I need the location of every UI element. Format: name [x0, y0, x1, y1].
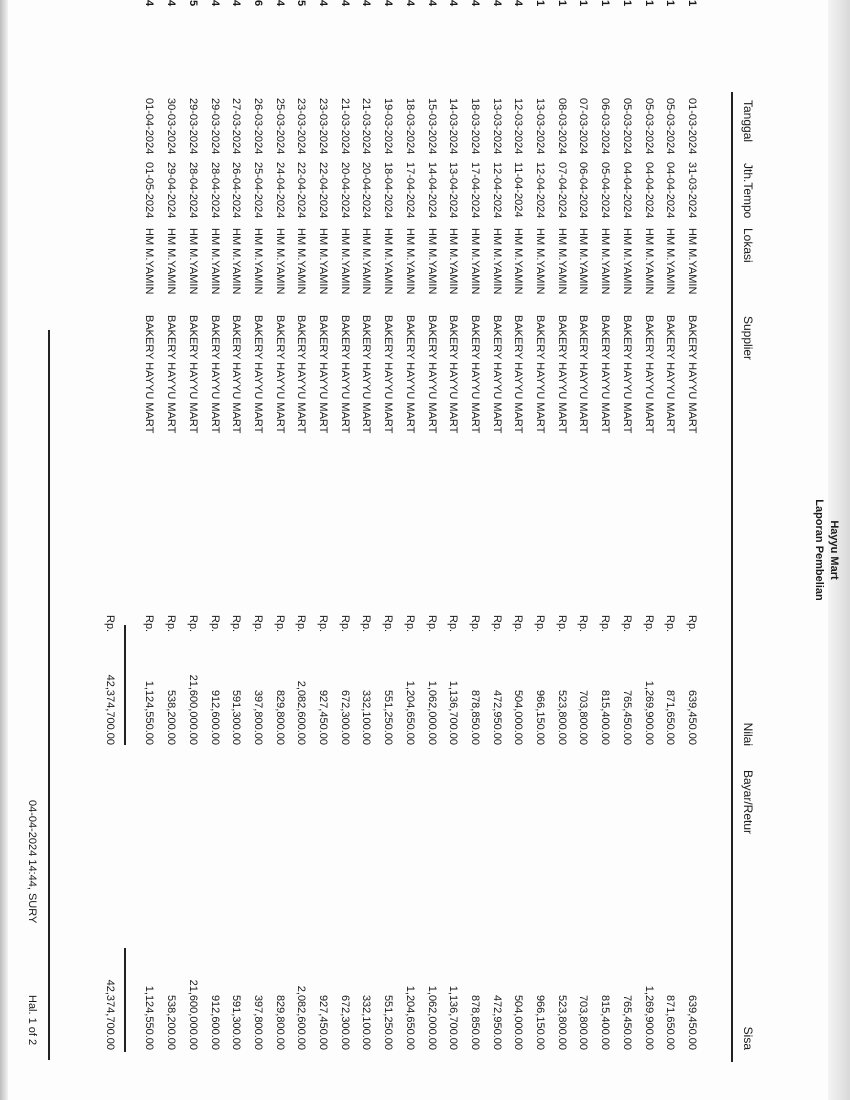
- row-jth-tempo: 18-04-2024: [382, 162, 395, 219]
- row-nilai: 1,269,900.00: [642, 680, 655, 745]
- row-sisa: 912,600.00: [208, 994, 221, 1050]
- row-currency: Rp.: [534, 615, 547, 633]
- row-lokasi: HM M.YAMIN: [273, 228, 286, 295]
- row-lokasi: HM M.YAMIN: [208, 228, 221, 295]
- row-sisa: 878,850.00: [469, 994, 481, 1050]
- row-supplier: BAKERY HAYYU MART: [534, 315, 547, 434]
- row-currency: Rp.: [642, 615, 655, 633]
- row-supplier: BAKERY HAYYU MART: [447, 315, 460, 434]
- row-supplier: BAKERY HAYYU MART: [208, 315, 221, 434]
- row-sisa: 1,269,900.00: [642, 985, 655, 1050]
- row-lokasi: HM M.YAMIN: [555, 228, 568, 295]
- row-currency: Rp.: [317, 615, 330, 633]
- row-tanggal: 23-03-2024: [317, 98, 330, 155]
- row-currency: Rp.: [338, 615, 351, 633]
- row-supplier: BAKERY HAYYU MART: [403, 315, 416, 434]
- row-lokasi: HM M.YAMIN: [295, 228, 308, 295]
- row-lokasi: HM M.YAMIN: [686, 228, 698, 295]
- row-lokasi: HM M.YAMIN: [469, 228, 481, 295]
- row-supplier: BAKERY HAYYU MART: [273, 315, 286, 434]
- header-tanggal: Tanggal: [741, 100, 755, 143]
- row-jth-tempo: 14-04-2024: [425, 162, 438, 219]
- row-sisa: 551,250.00: [382, 994, 395, 1050]
- row-tanggal: 18-03-2024: [403, 98, 416, 155]
- row-lead-digit: 4: [360, 0, 373, 7]
- row-lokasi: HM M.YAMIN: [642, 228, 655, 295]
- row-tanggal: 06-03-2024: [599, 98, 612, 155]
- row-nilai: 538,200.00: [165, 689, 178, 745]
- row-nilai: 871,650.00: [664, 689, 677, 745]
- row-sisa: 829,800.00: [273, 994, 286, 1050]
- print-timestamp: 04-04-2024 14:44, SURY: [26, 800, 38, 924]
- row-lokasi: HM M.YAMIN: [230, 228, 243, 295]
- row-jth-tempo: 06-04-2024: [577, 162, 590, 219]
- footer-rule: [48, 330, 50, 1060]
- row-jth-tempo: 28-04-2024: [208, 162, 221, 219]
- row-jth-tempo: 12-04-2024: [534, 162, 547, 219]
- row-lokasi: HM M.YAMIN: [664, 228, 677, 295]
- row-lead-digit: 1: [642, 0, 655, 7]
- row-currency: Rp.: [208, 615, 221, 633]
- header-rule: [731, 92, 733, 1062]
- row-lokasi: HM M.YAMIN: [360, 228, 373, 295]
- row-supplier: BAKERY HAYYU MART: [382, 315, 395, 434]
- row-currency: Rp.: [447, 615, 460, 633]
- row-jth-tempo: 29-04-2024: [165, 162, 178, 219]
- table-row: [481, 0, 503, 1100]
- row-nilai: 878,850.00: [469, 689, 481, 745]
- row-sisa: 1,204,650.00: [403, 985, 416, 1050]
- row-lead-digit: 4: [208, 0, 221, 7]
- row-lokasi: HM M.YAMIN: [165, 228, 178, 295]
- row-currency: Rp.: [686, 615, 698, 633]
- row-currency: Rp.: [252, 615, 264, 633]
- row-lead-digit: 4: [230, 0, 243, 7]
- header-supplier: Supplier: [741, 316, 755, 361]
- row-sisa: 871,650.00: [664, 994, 677, 1050]
- row-nilai: 523,800.00: [555, 689, 568, 745]
- row-sisa: 927,450.00: [317, 994, 330, 1050]
- row-lokasi: HM M.YAMIN: [186, 228, 199, 295]
- row-sisa: 2,082,600.00: [295, 985, 308, 1050]
- row-nilai: 1,124,550.00: [143, 680, 156, 745]
- row-jth-tempo: 01-05-2024: [143, 162, 156, 219]
- row-tanggal: 07-03-2024: [577, 98, 590, 155]
- row-currency: Rp.: [425, 615, 438, 633]
- row-supplier: BAKERY HAYYU MART: [490, 315, 503, 434]
- row-nilai: 829,800.00: [273, 689, 286, 745]
- row-lokasi: HM M.YAMIN: [382, 228, 395, 295]
- row-tanggal: 08-03-2024: [555, 98, 568, 155]
- row-sisa: 504,000.00: [512, 994, 525, 1050]
- row-nilai: 591,300.00: [230, 689, 243, 745]
- table-row: [264, 0, 286, 1100]
- row-sisa: 21,600,000.00: [186, 979, 199, 1050]
- table-row: [394, 0, 416, 1100]
- row-tanggal: 15-03-2024: [425, 98, 438, 155]
- row-lead-digit: 1: [664, 0, 677, 7]
- row-lead-digit: 4: [273, 0, 286, 7]
- row-currency: Rp.: [403, 615, 416, 633]
- row-lead-digit: 4: [490, 0, 503, 7]
- row-supplier: BAKERY HAYYU MART: [620, 315, 633, 434]
- report-title: Laporan Pembelian: [813, 499, 825, 601]
- row-jth-tempo: 17-04-2024: [403, 162, 416, 219]
- row-currency: Rp.: [295, 615, 308, 633]
- row-tanggal: 14-03-2024: [447, 98, 460, 155]
- row-jth-tempo: 13-04-2024: [447, 162, 460, 219]
- row-sisa: 1,136,700.00: [447, 985, 460, 1050]
- row-sisa: 472,950.00: [490, 994, 503, 1050]
- row-currency: Rp.: [273, 615, 286, 633]
- row-nilai: 504,000.00: [512, 689, 525, 745]
- row-lokasi: HM M.YAMIN: [577, 228, 590, 295]
- row-lokasi: HM M.YAMIN: [490, 228, 503, 295]
- row-supplier: BAKERY HAYYU MART: [252, 315, 264, 434]
- row-currency: Rp.: [469, 615, 481, 633]
- row-sisa: 672,300.00: [338, 994, 351, 1050]
- row-nilai: 332,100.00: [360, 689, 373, 745]
- row-tanggal: 23-03-2024: [295, 98, 308, 155]
- row-tanggal: 18-03-2024: [469, 98, 481, 155]
- row-tanggal: 01-04-2024: [143, 98, 156, 155]
- row-lead-digit: 1: [620, 0, 633, 7]
- row-tanggal: 29-03-2024: [208, 98, 221, 155]
- row-lead-digit: 4: [512, 0, 525, 7]
- row-lead-digit: 4: [338, 0, 351, 7]
- table-row: [221, 0, 243, 1100]
- row-sisa: 523,800.00: [555, 994, 568, 1050]
- row-lead-digit: 1: [577, 0, 590, 7]
- row-tanggal: 13-03-2024: [534, 98, 547, 155]
- table-row: [676, 0, 698, 1100]
- row-lokasi: HM M.YAMIN: [252, 228, 264, 295]
- row-tanggal: 01-03-2024: [686, 98, 698, 155]
- row-currency: Rp.: [620, 615, 633, 633]
- row-tanggal: 21-03-2024: [338, 98, 351, 155]
- row-lead-digit: 5: [295, 0, 308, 7]
- table-row: [373, 0, 395, 1100]
- row-lead-digit: 4: [403, 0, 416, 7]
- row-nilai: 2,082,600.00: [295, 680, 308, 745]
- table-row: [655, 0, 677, 1100]
- row-jth-tempo: 04-04-2024: [620, 162, 633, 219]
- row-nilai: 1,062,000.00: [425, 680, 438, 745]
- row-tanggal: 26-03-2024: [252, 98, 264, 155]
- row-lead-digit: 4: [469, 0, 481, 7]
- table-row: [177, 0, 199, 1100]
- table-row: [590, 0, 612, 1100]
- row-currency: Rp.: [555, 615, 568, 633]
- row-currency: Rp.: [490, 615, 503, 633]
- row-jth-tempo: 07-04-2024: [555, 162, 568, 219]
- row-tanggal: 29-03-2024: [186, 98, 199, 155]
- row-currency: Rp.: [230, 615, 243, 633]
- row-nilai: 927,450.00: [317, 689, 330, 745]
- row-lead-digit: 4: [317, 0, 330, 7]
- row-currency: Rp.: [165, 615, 178, 633]
- row-lokasi: HM M.YAMIN: [447, 228, 460, 295]
- row-lokasi: HM M.YAMIN: [403, 228, 416, 295]
- store-name: Hayyu Mart: [828, 520, 840, 580]
- row-lead-digit: 4: [447, 0, 460, 7]
- row-nilai: 639,450.00: [686, 689, 698, 745]
- row-jth-tempo: 22-04-2024: [295, 162, 308, 219]
- row-lokasi: HM M.YAMIN: [338, 228, 351, 295]
- page-number: Hal. 1 of 2: [26, 995, 38, 1046]
- row-jth-tempo: 20-04-2024: [360, 162, 373, 219]
- total-nilai: 42,374,700.00: [104, 674, 116, 745]
- row-lokasi: HM M.YAMIN: [620, 228, 633, 295]
- row-supplier: BAKERY HAYYU MART: [165, 315, 178, 434]
- total-sisa: 42,374,700.00: [104, 979, 116, 1050]
- row-sisa: 332,100.00: [360, 994, 373, 1050]
- row-supplier: BAKERY HAYYU MART: [469, 315, 481, 434]
- row-lead-digit: 1: [599, 0, 612, 7]
- header-nilai: Nilai: [741, 722, 755, 746]
- row-sisa: 765,450.00: [620, 994, 633, 1050]
- row-sisa: 966,150.00: [534, 994, 547, 1050]
- row-tanggal: 05-03-2024: [664, 98, 677, 155]
- row-nilai: 815,400.00: [599, 689, 612, 745]
- row-supplier: BAKERY HAYYU MART: [577, 315, 590, 434]
- table-row: [199, 0, 221, 1100]
- row-jth-tempo: 04-04-2024: [664, 162, 677, 219]
- row-nilai: 1,136,700.00: [447, 680, 460, 745]
- row-supplier: BAKERY HAYYU MART: [295, 315, 308, 434]
- row-tanggal: 30-03-2024: [165, 98, 178, 155]
- row-jth-tempo: 26-04-2024: [230, 162, 243, 219]
- row-currency: Rp.: [599, 615, 612, 633]
- table-row: [242, 0, 264, 1100]
- row-lokasi: HM M.YAMIN: [425, 228, 438, 295]
- row-supplier: BAKERY HAYYU MART: [425, 315, 438, 434]
- row-supplier: BAKERY HAYYU MART: [664, 315, 677, 434]
- row-currency: Rp.: [512, 615, 525, 633]
- total-rule-sisa: [124, 948, 126, 1052]
- row-tanggal: 19-03-2024: [382, 98, 395, 155]
- total-currency: Rp.: [104, 615, 116, 633]
- row-lead-digit: 6: [252, 0, 264, 7]
- row-currency: Rp.: [382, 615, 395, 633]
- row-sisa: 639,450.00: [686, 994, 698, 1050]
- row-sisa: 1,124,550.00: [143, 985, 156, 1050]
- row-jth-tempo: 22-04-2024: [317, 162, 330, 219]
- row-lokasi: HM M.YAMIN: [317, 228, 330, 295]
- row-tanggal: 12-03-2024: [512, 98, 525, 155]
- row-lead-digit: 5: [186, 0, 199, 7]
- row-tanggal: 13-03-2024: [490, 98, 503, 155]
- row-jth-tempo: 04-04-2024: [642, 162, 655, 219]
- header-bayar-retur: Bayar/Retur: [741, 770, 755, 835]
- row-jth-tempo: 05-04-2024: [599, 162, 612, 219]
- row-lead-digit: 4: [143, 0, 156, 7]
- table-row: [611, 0, 633, 1100]
- row-tanggal: 27-03-2024: [230, 98, 243, 155]
- row-supplier: BAKERY HAYYU MART: [512, 315, 525, 434]
- row-jth-tempo: 25-04-2024: [252, 162, 264, 219]
- row-sisa: 591,300.00: [230, 994, 243, 1050]
- row-nilai: 397,800.00: [252, 689, 264, 745]
- row-lead-digit: 4: [165, 0, 178, 7]
- table-row: [503, 0, 525, 1100]
- row-currency: Rp.: [577, 615, 590, 633]
- row-supplier: BAKERY HAYYU MART: [230, 315, 243, 434]
- row-supplier: BAKERY HAYYU MART: [338, 315, 351, 434]
- header-jth-tempo: Jth.Tempo: [741, 163, 755, 219]
- row-lokasi: HM M.YAMIN: [599, 228, 612, 295]
- row-supplier: BAKERY HAYYU MART: [186, 315, 199, 434]
- table-row: [351, 0, 373, 1100]
- row-nilai: 21,600,000.00: [186, 674, 199, 745]
- row-tanggal: 05-03-2024: [642, 98, 655, 155]
- row-lokasi: HM M.YAMIN: [534, 228, 547, 295]
- row-sisa: 703,800.00: [577, 994, 590, 1050]
- row-sisa: 538,200.00: [165, 994, 178, 1050]
- row-tanggal: 21-03-2024: [360, 98, 373, 155]
- row-supplier: BAKERY HAYYU MART: [317, 315, 330, 434]
- row-nilai: 551,250.00: [382, 689, 395, 745]
- table-row: [307, 0, 329, 1100]
- row-sisa: 397,800.00: [252, 994, 264, 1050]
- row-supplier: BAKERY HAYYU MART: [555, 315, 568, 434]
- row-jth-tempo: 31-03-2024: [686, 162, 698, 219]
- table-row: [546, 0, 568, 1100]
- table-row: [416, 0, 438, 1100]
- table-row: [438, 0, 460, 1100]
- row-supplier: BAKERY HAYYU MART: [642, 315, 655, 434]
- total-rule-nilai: [124, 625, 126, 745]
- row-nilai: 1,204,650.00: [403, 680, 416, 745]
- row-nilai: 966,150.00: [534, 689, 547, 745]
- row-sisa: 815,400.00: [599, 994, 612, 1050]
- row-lead-digit: 4: [382, 0, 395, 7]
- table-row: [524, 0, 546, 1100]
- table-row: [134, 0, 156, 1100]
- table-row: [633, 0, 655, 1100]
- row-nilai: 765,450.00: [620, 689, 633, 745]
- row-jth-tempo: 24-04-2024: [273, 162, 286, 219]
- row-sisa: 1,062,000.00: [425, 985, 438, 1050]
- row-jth-tempo: 28-04-2024: [186, 162, 199, 219]
- table-row: [286, 0, 308, 1100]
- row-currency: Rp.: [664, 615, 677, 633]
- row-nilai: 703,800.00: [577, 689, 590, 745]
- row-supplier: BAKERY HAYYU MART: [143, 315, 156, 434]
- row-nilai: 912,600.00: [208, 689, 221, 745]
- header-sisa: Sisa: [741, 1026, 755, 1050]
- table-row: [459, 0, 481, 1100]
- header-lokasi: Lokasi: [741, 228, 755, 263]
- row-jth-tempo: 20-04-2024: [338, 162, 351, 219]
- table-row: [329, 0, 351, 1100]
- row-lokasi: HM M.YAMIN: [143, 228, 156, 295]
- table-row: [568, 0, 590, 1100]
- row-jth-tempo: 17-04-2024: [469, 162, 481, 219]
- row-lokasi: HM M.YAMIN: [512, 228, 525, 295]
- row-supplier: BAKERY HAYYU MART: [686, 315, 698, 434]
- row-tanggal: 25-03-2024: [273, 98, 286, 155]
- row-currency: Rp.: [186, 615, 199, 633]
- row-currency: Rp.: [360, 615, 373, 633]
- row-lead-digit: 4: [425, 0, 438, 7]
- row-jth-tempo: 12-04-2024: [490, 162, 503, 219]
- row-lead-digit: 1: [555, 0, 568, 7]
- row-jth-tempo: 11-04-2024: [512, 162, 525, 218]
- row-lead-digit: 1: [686, 0, 698, 7]
- table-row: [156, 0, 178, 1100]
- row-nilai: 672,300.00: [338, 689, 351, 745]
- row-supplier: BAKERY HAYYU MART: [360, 315, 373, 434]
- row-supplier: BAKERY HAYYU MART: [599, 315, 612, 434]
- row-tanggal: 05-03-2024: [620, 98, 633, 155]
- row-nilai: 472,950.00: [490, 689, 503, 745]
- row-lead-digit: 1: [534, 0, 547, 7]
- row-currency: Rp.: [143, 615, 156, 633]
